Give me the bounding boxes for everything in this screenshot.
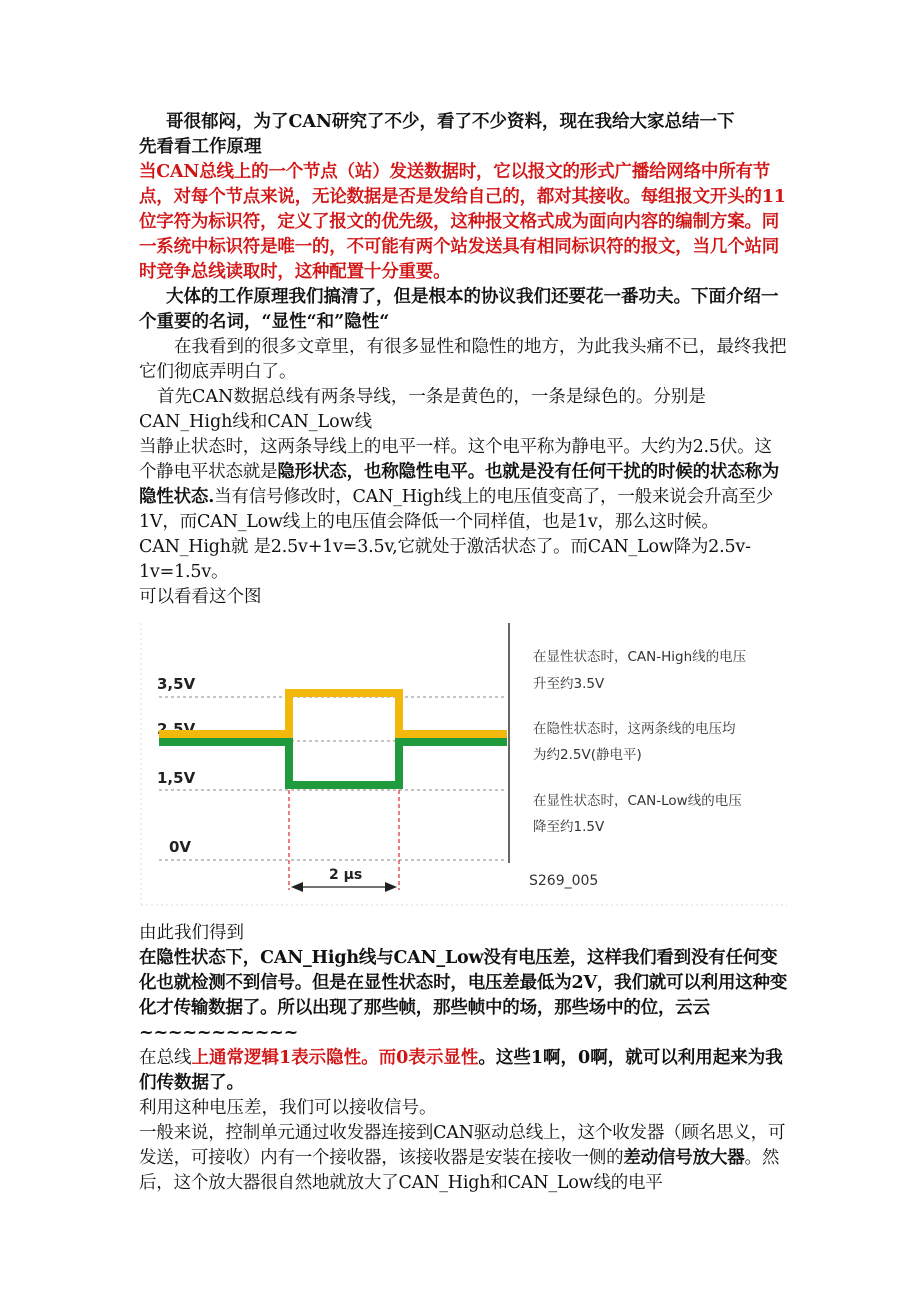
label-3-5v: 3,5V (157, 675, 196, 693)
logic-definition: 上通常逻辑1表示隐性。而0表示显性 (191, 1048, 479, 1068)
note-low-line2: 降至约1.5V (533, 819, 605, 835)
logic-levels-paragraph (139, 1046, 789, 1096)
document-body (139, 110, 789, 1196)
note-high-line2: 升至约3.5V (533, 676, 605, 692)
note-recessive-line2: 为约2.5V(静电平) (533, 747, 642, 763)
transceiver-paragraph (139, 1121, 789, 1196)
can-voltage-diagram (139, 615, 789, 915)
confusion-paragraph: 在我看到的很多文章里，有很多显性和隐性的地方，为此我头痛不已，最终我把它们彻底弄明白了。 (139, 337, 787, 382)
recessive-definition-text: 隐形状态，也称隐性电平。也就是没有任何干扰的时候的状态称为隐性状态. (139, 462, 780, 507)
differential-amplifier-term: 差动信号放大器 (623, 1148, 745, 1168)
figure-intro: 可以看看这个图 (139, 587, 262, 607)
dominant-recessive-intro: 大体的工作原理我们搞清了，但是根本的协议我们还要花一番功夫。下面介绍一个重要的名词，“显性“和”隐性“ (139, 287, 779, 332)
note-high-line1: 在显性状态时，CAN-High线的电压 (533, 649, 747, 665)
label-1-5v: 1,5V (157, 769, 196, 787)
conclusion-intro: 由此我们得到 (139, 923, 244, 943)
figure-code: S269_005 (529, 873, 599, 889)
two-wires-paragraph: 首先CAN数据总线有两条导线，一条是黄色的，一条是绿色的。分别是CAN_High线和CAN_Low线 (139, 387, 706, 432)
note-low-line1: 在显性状态时，CAN-Low线的电压 (533, 793, 742, 809)
static-level-text: 当静止状态时，这两条导线上的电平一样。这个电平称为静电平。大约为2.5伏。这个静电平状态就是 (139, 437, 772, 482)
receive-signal-paragraph: 利用这种电压差，我们可以接收信号。 (139, 1098, 437, 1118)
label-2-5v: 2,5V (157, 720, 196, 738)
duration-label: 2 µs (329, 867, 363, 883)
principle-paragraph: 当CAN总线上的一个节点（站）发送数据时，它以报文的形式广播给网络中所有节点，对每个节点来说，无论数据是否是发给自己的，都对其接收。每组报文开头的11位字符为标识符，定义了报文的优先级，这种报文格式成为面向内容的编制方案。同一系统中标识符是唯一的，不可能有两个站发送具有相同标识符的报文，当几个站同时竞争总线读取时，这种配置十分重要。 (139, 162, 786, 282)
note-recessive-line1: 在隐性状态时，这两条线的电压均 (533, 721, 736, 737)
dominant-change-text: 当有信号修改时，CAN_High线上的电压值变高了，一般来说会升高至少1V，而CAN_Low线上的电压值会降低一个同样值，也是1v，那么这时候。CAN_High就 是2.5v+1v=3.5v,它就处于激活状态了。而CAN_Low降为2.5v-1v=1.5v。 (139, 487, 774, 582)
logic-prefix: 在总线 (139, 1048, 192, 1068)
intro-paragraph: 哥很郁闷，为了CAN研究了不少，看了不少资料，现在我给大家总结一下 (166, 112, 735, 132)
conclusion-paragraph: 在隐性状态下，CAN_High线与CAN_Low没有电压差，这样我们看到没有任何变化也就检测不到信号。但是在显性状态时，电压差最低为2V，我们就可以利用这种变化才传输数据了。所以出现了那些帧，那些帧中的场，那些场中的位，云云~~~~~~~~~~~ (139, 948, 788, 1043)
section-heading-principle: 先看看工作原理 (139, 137, 262, 157)
transceiver-text: 一般来说，控制单元通过收发器连接到CAN驱动总线上，这个收发器（顾名思义，可发送，可接收）内有一个接收器，该接收器是安装在接收一侧的 (139, 1123, 786, 1168)
voltage-levels-paragraph (139, 435, 789, 585)
label-0v: 0V (169, 838, 192, 856)
amplifier-text: 。然后，这个放大器很自然地就放大了CAN_High和CAN_Low线的电平 (139, 1148, 780, 1193)
can-voltage-figure (139, 615, 789, 915)
logic-suffix: 。这些1啊，0啊，就可以利用起来为我们传数据了。 (139, 1048, 783, 1093)
